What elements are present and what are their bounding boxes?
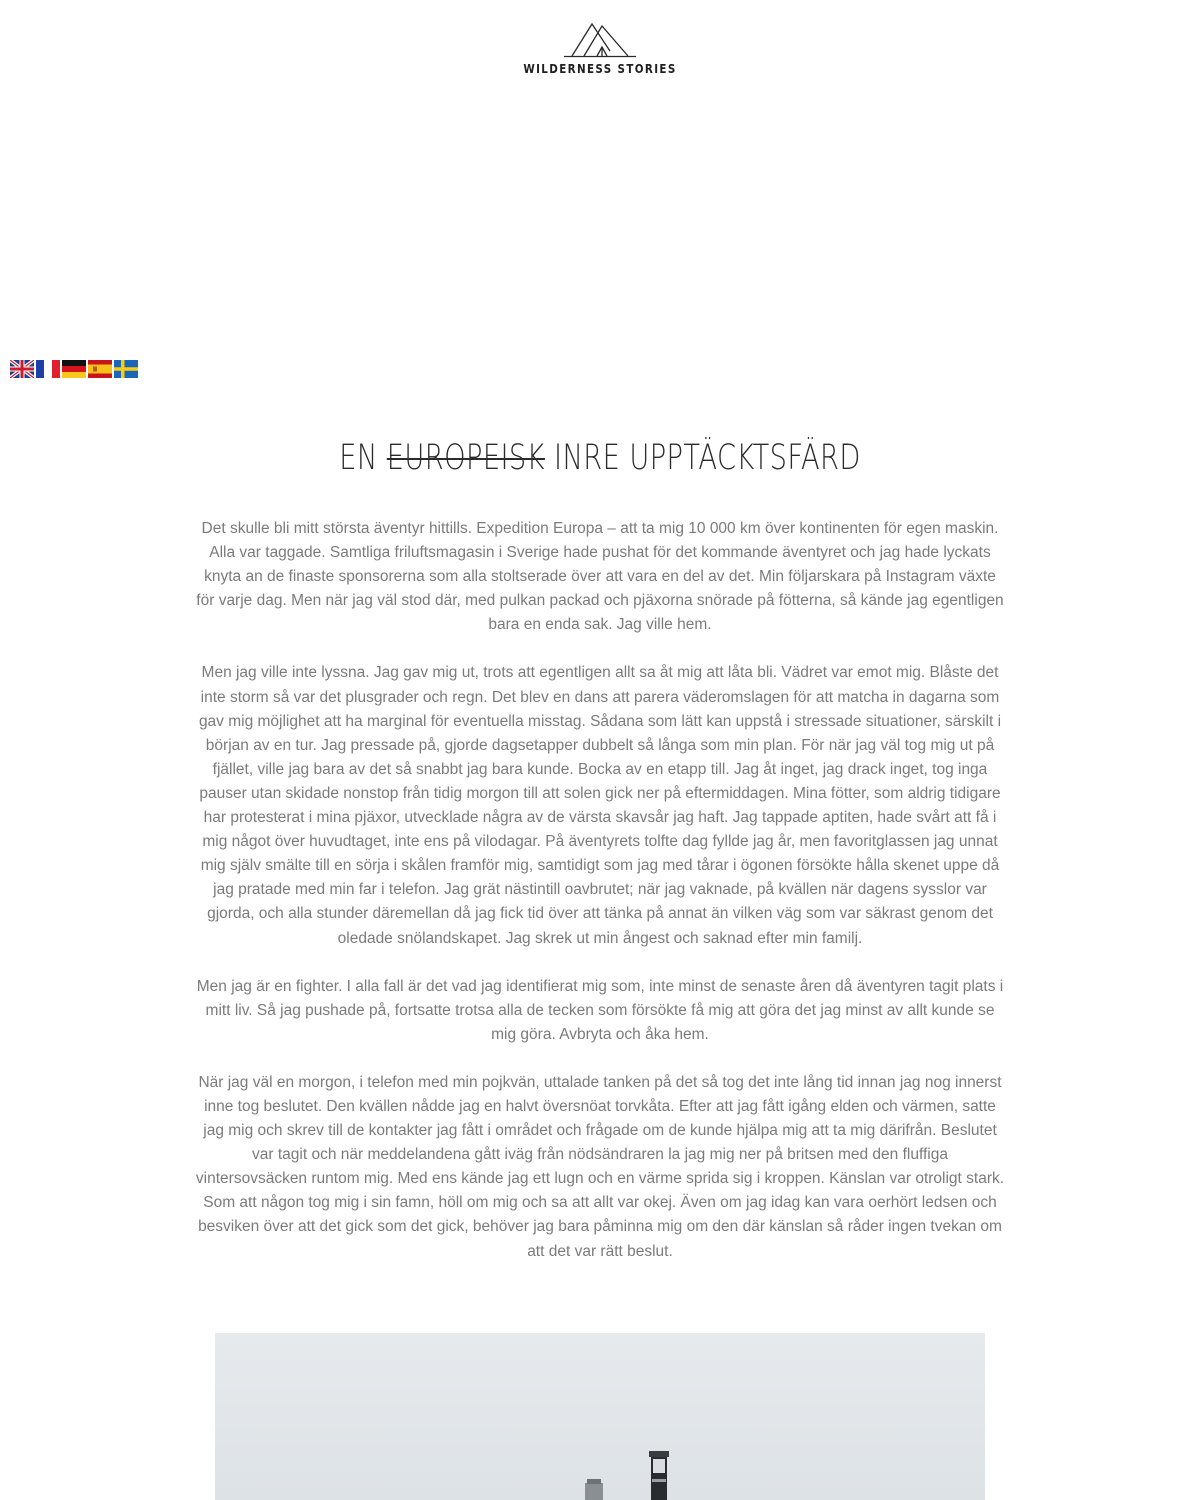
language-switcher [10, 360, 138, 378]
article-title [132, 438, 1068, 478]
article-paragraph: När jag väl en morgon, i telefon med min pojkvän, uttalade tanken på det så tog det inte lång tid innan jag nog innerst inne tog beslutet. Den kvällen nådde jag en halvt översnöat torvkåta. Efter att jag fått igång elden och värmen, satte jag mig och skrev till de kontakter jag fått i området och frågade om de kunde hjälpa mig att ta mig därifrån. Beslutet var tagit och när meddelandena gått iväg från nödsändraren la jag mig ner på britsen med den fluffiga vintersovsäcken runtom mig. Med ens kände jag ett lugn och en värme sprida sig i kroppen. Känslan var otroligt stark. Som att någon tog mig i sin famn, höll om mig och sa att allt var okej. Även om jag idag kan vara oerhört ledsen och besviken över att det gick som det gick, behöver jag bara påminna mig om den där känslan så råder ingen tvekan om att det var rätt beslut. [195, 1073, 1005, 1260]
article-paragraph: Men jag ville inte lyssna. Jag gav mig ut, trots att egentligen allt sa åt mig att låta bli. Vädret var emot mig. Blåste det inte storm så var det plusgrader och regn. Det blev en dans att parera väderomslagen för att matcha in dagarna som gav mig möjlighet att ha marginal för eventuella misstag. Sådana som lätt kan uppstå i stressade situationer, särskilt i början av en tur. Jag pressade på, gjorde dagsetapper dubbelt så långa som min plan. För när jag väl tog mig ut på fjället, ville jag bara av det så snabbt jag bara kunde. Bocka av en etapp till. Jag åt inget, jag drack inget, tog inga pauser utan skidade nonstop från tidig morgon till att solen gick ner på eftermiddagen. Mina fötter, som aldrig tidigare har protesterat i mina pjäxor, utvecklade några av de värsta skavsår jag haft. Jag tappade aptiten, hade svårt att få i mig något över huvudtaget, inte ens på vilodagar. På äventyrets tolfte dag fyllde jag år, men favoritglassen jag unnat mig själv smälte till en sörja i skålen framför mig, samtidigt som jag med tårar i ögonen försökte hålla skenet uppe då jag pratade med min far i telefon. Jag grät nästintill oavbrutet; när jag vaknade, på kvällen när dagens sysslor var gjorda, och alla stunder däremellan då jag fick tid över att tänka på annat än vilken väg som var säkrast genom det oledade snölandskapet. Jag skrek ut min ångest och saknad efter min familj. [198, 664, 1002, 947]
site-logo[interactable] [500, 20, 700, 76]
flag-spain-icon[interactable] [88, 360, 112, 378]
article-paragraph: Det skulle bli mitt största äventyr hittills. Expedition Europa – att ta mig 10 000 km över kontinenten för egen maskin. Alla var taggade. Samtliga friluftsmagasin i Sverige hade pushat för det kommande äventyret och jag hade lyckats knyta an de finaste sponsorerna som alla stoltserade över att vara en del av det. Min följarskara på Instagram växte för varje dag. Men när jag väl stod där, med pulkan packad och pjäxorna snörade på fötterna, så kände jag egentligen bara en enda sak. Jag ville hem. [196, 520, 1004, 634]
mountain-tent-icon [564, 20, 636, 58]
article-photo [215, 1333, 985, 1500]
chimney-scene-icon [215, 1333, 985, 1500]
title-struck-word: EUROPEISK [386, 438, 545, 478]
title-prefix: EN [339, 438, 378, 478]
logo-text: WILDERNESS STORIES [523, 62, 677, 76]
flag-uk-icon[interactable] [10, 360, 34, 378]
flag-sweden-icon[interactable] [114, 360, 138, 378]
article-paragraph: Men jag är en fighter. I alla fall är det vad jag identifierat mig som, inte minst de senaste åren då äventyren tagit plats i mitt liv. Så jag pushade på, fortsatte trotsa alla de tecken som försökte få mig att göra det jag minst av allt kunde se mig göra. Avbryta och åka hem. [196, 977, 1004, 1043]
article-body [195, 517, 1005, 1288]
flag-germany-icon[interactable] [62, 360, 86, 378]
flag-france-icon[interactable] [36, 360, 60, 378]
title-suffix: INRE UPPTÄCKTSFÄRD [554, 438, 861, 478]
